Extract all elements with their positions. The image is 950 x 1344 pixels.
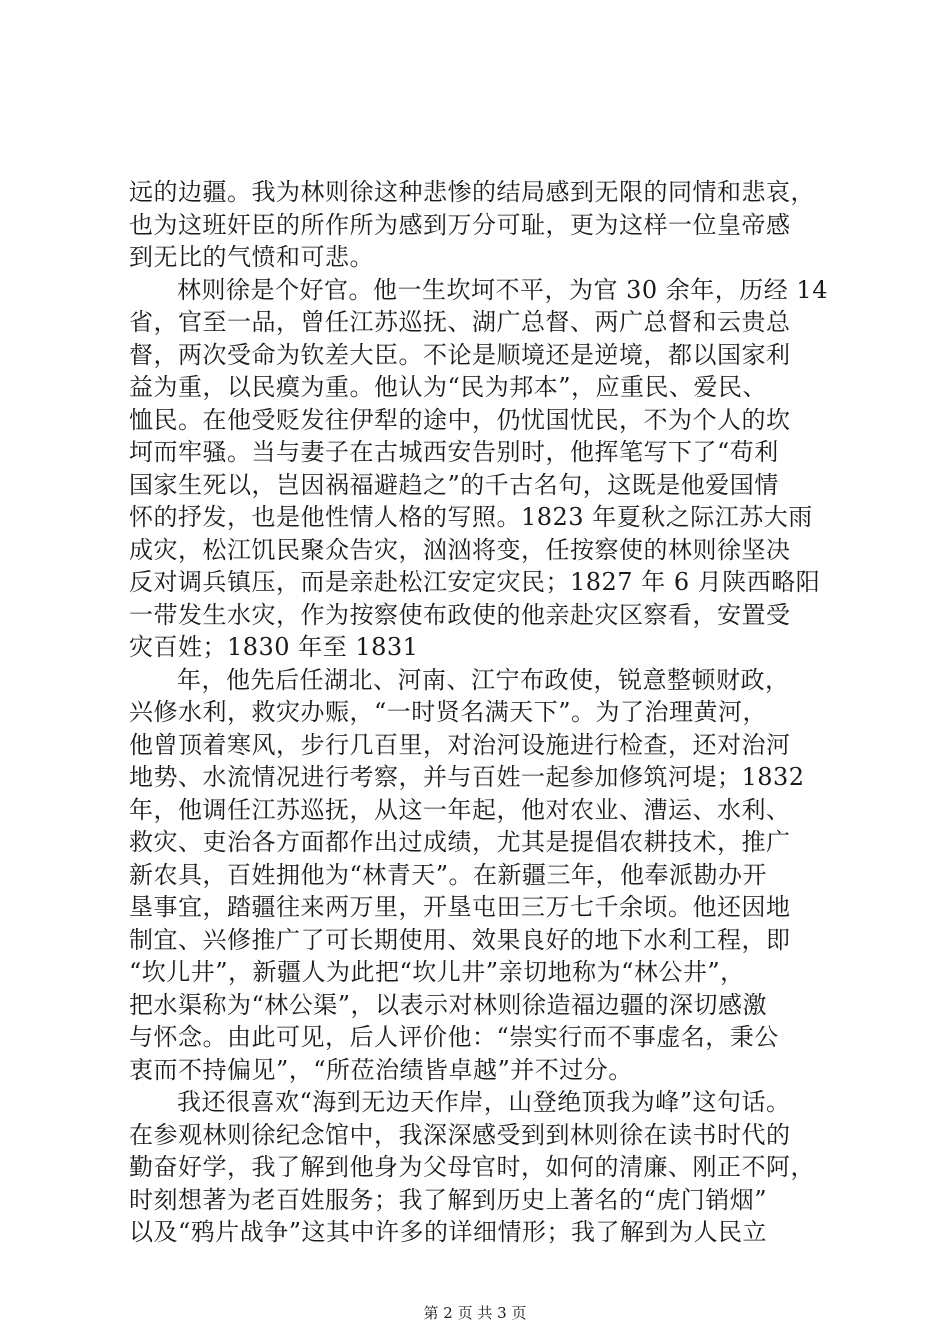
text-line: 兴修水利，救灾办赈，“一时贤名满天下”。为了治理黄河， bbox=[129, 698, 768, 726]
text-line: 在参观林则徐纪念馆中，我深深感受到到林则徐在读书时代的 bbox=[129, 1120, 791, 1149]
text-line: 灾百姓；1830 年至 1831 bbox=[129, 633, 419, 661]
text-line: 省，官至一品，曾任江苏巡抚、湖广总督、两广总督和云贵总 bbox=[129, 308, 791, 336]
text-line: “坎儿井”，新疆人为此把“坎儿井”亲切地称为“林公井”， bbox=[129, 958, 745, 986]
text-line: 新农具，百姓拥他为“林青天”。在新疆三年，他奉派勘办开 bbox=[129, 860, 768, 889]
text-line: 反对调兵镇压，而是亲赴松江安定灾民；1827 年 6 月陕西略阳 bbox=[129, 568, 821, 596]
text-line: 时刻想著为老百姓服务；我了解到历史上著名的“虎门销烟” bbox=[129, 1185, 768, 1214]
page-footer: 第 2 页 共 3 页 bbox=[423, 1304, 527, 1322]
text-line: 一带发生水灾，作为按察使布政使的他亲赴灾区察看，安置受 bbox=[129, 600, 791, 629]
text-line: 也为这班奸臣的所作所为感到万分可耻，更为这样一位皇帝感 bbox=[129, 210, 791, 239]
text-line: 怀的抒发，也是他性情人格的写照。1823 年夏秋之际江苏大雨 bbox=[129, 503, 813, 531]
text-line: 国家生死以，岂因祸福避趋之”的千古名句，这既是他爱国情 bbox=[129, 470, 779, 499]
text-line: 林则徐是个好官。他一生坎坷不平，为官 30 余年，历经 14 bbox=[177, 275, 828, 304]
text-line: 坷而牢骚。当与妻子在古城西安告别时，他挥笔写下了“苟利 bbox=[129, 438, 779, 466]
text-line: 我还很喜欢“海到无边天作岸，山登绝顶我为峰”这句话。 bbox=[177, 1088, 791, 1116]
text-line: 救灾、吏治各方面都作出过成绩，尤其是提倡农耕技术，推广 bbox=[129, 828, 791, 856]
text-line: 衷而不持偏见”，“所莅治绩皆卓越”并不过分。 bbox=[129, 1055, 633, 1084]
text-line: 地势、水流情况进行考察，并与百姓一起参加修筑河堤；1832 bbox=[129, 763, 805, 791]
text-line: 以及“鸦片战争”这其中许多的详细情形；我了解到为人民立 bbox=[129, 1218, 768, 1246]
text-line: 勤奋好学，我了解到他身为父母官时，如何的清廉、刚正不阿， bbox=[129, 1153, 815, 1181]
text-line: 恤民。在他受贬发往伊犁的途中，仍忧国忧民，不为个人的坎 bbox=[129, 405, 791, 434]
text-line: 成灾，松江饥民聚众告灾，汹汹将变，任按察使的林则徐坚决 bbox=[129, 535, 791, 564]
text-line: 把水渠称为“林公渠”，以表示对林则徐造福边疆的深切感激 bbox=[129, 990, 768, 1019]
text-line: 年，他先后任湖北、河南、江宁布政使，锐意整顿财政， bbox=[177, 665, 790, 694]
text-line: 年，他调任江苏巡抚，从这一年起，他对农业、漕运、水利、 bbox=[129, 795, 791, 824]
text-line: 与怀念。由此可见，后人评价他：“崇实行而不事虚名，秉公 bbox=[129, 1023, 779, 1051]
text-line: 制宜、兴修推广了可长期使用、效果良好的地下水利工程，即 bbox=[129, 925, 791, 954]
text-line: 益为重，以民瘼为重。他认为“民为邦本”，应重民、爱民、 bbox=[129, 373, 768, 401]
text-line: 远的边疆。我为林则徐这种悲惨的结局感到无限的同情和悲哀， bbox=[129, 178, 815, 206]
text-line: 他曾顶着寒风，步行几百里，对治河设施进行检查，还对治河 bbox=[129, 730, 791, 759]
text-line: 督，两次受命为钦差大臣。不论是顺境还是逆境，都以国家利 bbox=[129, 340, 791, 369]
text-line: 垦事宜，踏疆往来两万里，开垦屯田三万七千余顷。他还因地 bbox=[129, 893, 791, 921]
document-body bbox=[129, 176, 849, 1249]
text-line: 到无比的气愤和可悲。 bbox=[129, 243, 374, 271]
